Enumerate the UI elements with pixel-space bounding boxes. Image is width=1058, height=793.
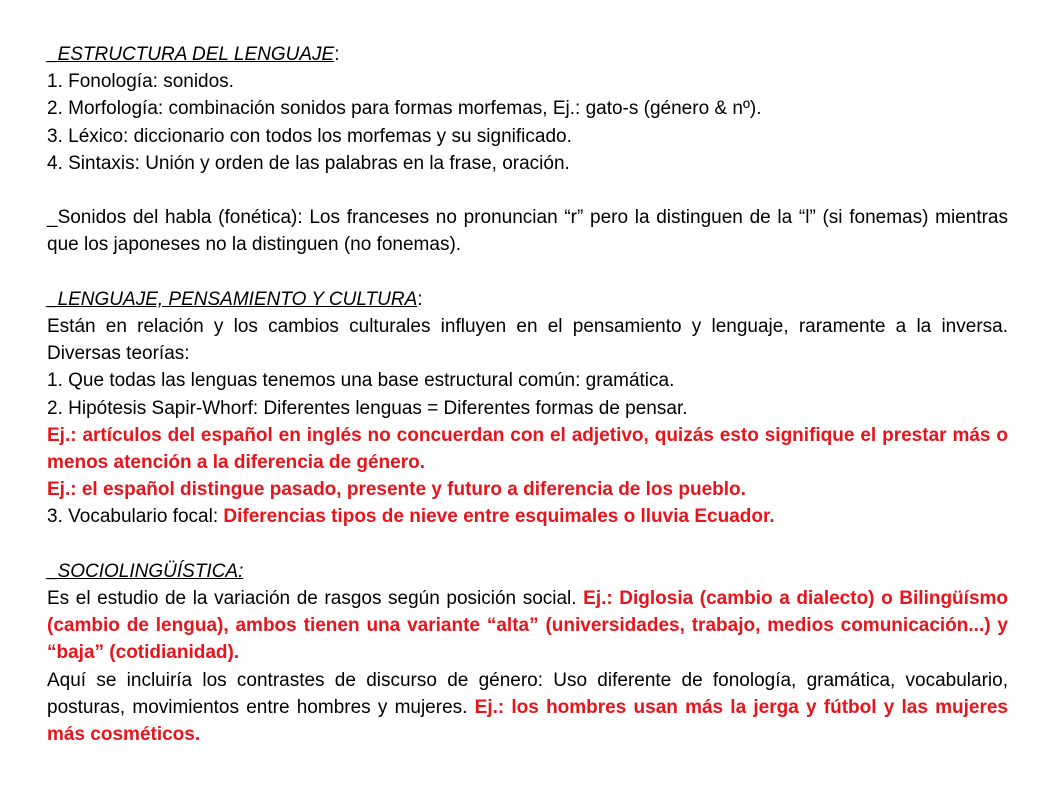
fonetica-paragraph: _Sonidos del habla (fonética): Los franceses no pronuncian “r” pero la distinguen de la “l” (si fonemas) mientras que los japoneses no la distinguen (no fonemas). <box>47 207 1008 256</box>
lenguaje-heading: _LENGUAJE, PENSAMIENTO Y CULTURA <box>47 288 418 310</box>
socio-paragraph-2-text: Aquí se incluiría los contrastes de discurso de género: Uso diferente de fonología, gramática, vocabulario, posturas, movimientos entre hombres y mujeres. <box>47 669 1008 718</box>
lenguaje-item-3-highlight: Diferencias tipos de nieve entre esquimales o lluvia Ecuador. <box>223 506 775 528</box>
socio-heading: _SOCIOLINGÜÍSTICA: <box>47 560 244 582</box>
socio-paragraph-1-highlight: Ej.: Diglosia (cambio a dialecto) o Bilingüísmo (cambio de lengua), ambos tienen una variante “alta” (universidades, trabajo, medios comunicación...) y “baja” (cotidianidad). <box>47 588 1009 664</box>
spacer <box>47 259 1008 286</box>
lenguaje-example-1: Ej.: artículos del español en inglés no concuerdan con el adjetivo, quizás esto signifique el prestar más o menos atención a la diferencia de género. <box>47 424 1008 474</box>
socio-paragraph-1-text: Es el estudio de la variación de rasgos según posición social. <box>47 588 584 610</box>
estructura-item-3: 3. Léxico: diccionario con todos los morfemas y su significado. <box>47 125 572 147</box>
socio-paragraph-1 <box>47 585 1008 667</box>
estructura-item-2: 2. Morfología: combinación sonidos para formas morfemas, Ej.: gato-s (género & nº). <box>47 98 762 120</box>
lenguaje-item-3 <box>47 503 1008 530</box>
lenguaje-example-2: Ej.: el español distingue pasado, presente y futuro a diferencia de los pueblo. <box>47 479 746 501</box>
socio-heading-line <box>47 558 1008 585</box>
spacer <box>47 531 1008 558</box>
spacer <box>47 177 1008 204</box>
estructura-heading-line <box>47 41 1008 68</box>
estructura-item-4: 4. Sintaxis: Unión y orden de las palabras en la frase, oración. <box>47 152 570 174</box>
estructura-heading: _ESTRUCTURA DEL LENGUAJE <box>47 44 335 65</box>
lenguaje-intro: Están en relación y los cambios culturales influyen en el pensamiento y lenguaje, raramente a la inversa. Diversas teorías: <box>47 316 1008 365</box>
slide-text-body <box>47 41 1008 748</box>
lenguaje-heading-colon: : <box>417 288 423 310</box>
socio-paragraph-2 <box>47 667 1008 749</box>
socio-paragraph-2-highlight: Ej.: los hombres usan más la jerga y fútbol y las mujeres más cosméticos. <box>47 696 1008 746</box>
estructura-item-1: 1. Fonología: sonidos. <box>47 71 234 93</box>
lenguaje-heading-line <box>47 286 1008 313</box>
lenguaje-item-1: 1. Que todas las lenguas tenemos una base estructural común: gramática. <box>47 370 675 392</box>
lenguaje-item-3-label: 3. Vocabulario focal: <box>47 506 224 528</box>
estructura-heading-colon: : <box>334 44 340 65</box>
lenguaje-item-2: 2. Hipótesis Sapir-Whorf: Diferentes lenguas = Diferentes formas de pensar. <box>47 397 688 419</box>
